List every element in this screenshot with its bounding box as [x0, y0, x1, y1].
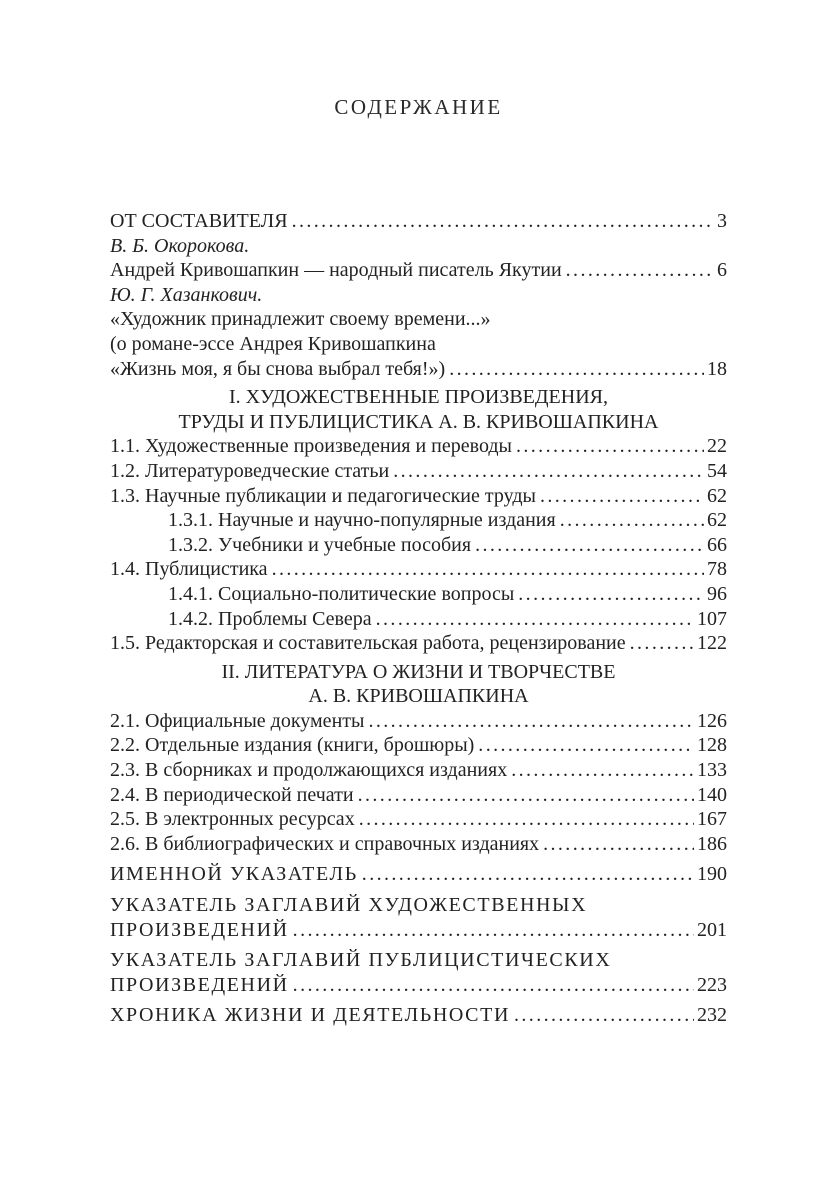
toc-dot-leader	[368, 709, 694, 734]
toc-page-number: 54	[707, 459, 727, 482]
toc-page-number: 128	[697, 734, 727, 757]
toc-entry-text: ПРОИЗВЕДЕНИЙ	[110, 973, 289, 996]
toc-entry-text: ТРУДЫ И ПУБЛИЦИСТИКА А. В. КРИВОШАПКИНА	[178, 410, 659, 433]
toc-row	[110, 807, 727, 832]
toc-entry-text: II. ЛИТЕРАТУРА О ЖИЗНИ И ТВОРЧЕСТВЕ	[221, 660, 616, 683]
toc-row	[110, 660, 727, 685]
toc-row	[110, 410, 727, 435]
toc-entry-text: 2.2. Отдельные издания (книги, брошюры)	[110, 734, 475, 757]
toc-entry-text: Андрей Кривошапкин — народный писатель Якутии	[110, 259, 562, 282]
toc-row	[110, 918, 727, 943]
toc-dot-leader	[293, 973, 694, 998]
toc-dot-leader	[560, 508, 704, 533]
toc-entry-text: ИМЕННОЙ УКАЗАТЕЛЬ	[110, 863, 358, 886]
toc-dot-leader	[514, 1003, 694, 1028]
toc-row	[110, 533, 727, 558]
toc-page-number: 18	[707, 357, 727, 380]
toc-page-number: 122	[697, 632, 727, 655]
toc-entry-text: В. Б. Окорокова.	[110, 234, 250, 257]
toc-row	[110, 948, 727, 973]
toc-page-number: 6	[717, 259, 727, 282]
toc-row	[110, 783, 727, 808]
toc-row	[110, 607, 727, 632]
toc-entry-text: 1.5. Редакторская и составительская работа, рецензирование	[110, 632, 626, 655]
toc-row	[110, 582, 727, 607]
toc-entry-text: УКАЗАТЕЛЬ ЗАГЛАВИЙ ПУБЛИЦИСТИЧЕСКИХ	[110, 949, 612, 972]
toc-row	[110, 307, 727, 332]
toc-dot-leader	[516, 434, 704, 459]
toc-entry-text: I. ХУДОЖЕСТВЕННЫЕ ПРОИЗВЕДЕНИЯ,	[229, 386, 608, 409]
toc-page-number: 107	[697, 607, 727, 630]
toc-row	[110, 508, 727, 533]
toc-row	[110, 234, 727, 259]
toc-page-number: 3	[717, 210, 727, 232]
toc-entry-text: 2.4. В периодической печати	[110, 783, 354, 806]
toc-page-number: 223	[697, 973, 727, 996]
toc-dot-leader	[566, 258, 714, 283]
page-title: СОДЕРЖАНИЕ	[334, 95, 503, 119]
toc-entry-text: 2.5. В электронных ресурсах	[110, 808, 355, 831]
toc-dot-leader	[630, 631, 694, 656]
toc-entry-text: (о романе-эссе Андрея Кривошапкина	[110, 332, 436, 355]
toc-page-number: 167	[697, 808, 727, 831]
toc-dot-leader	[478, 733, 694, 758]
toc-page-number: 190	[697, 863, 727, 886]
toc-dot-leader	[393, 459, 704, 484]
toc-dot-leader	[293, 918, 694, 943]
toc-page-number: 126	[697, 709, 727, 732]
toc-row	[110, 283, 727, 308]
toc-list	[110, 209, 727, 1028]
toc-row	[110, 758, 727, 783]
toc-page-number: 62	[707, 509, 727, 532]
toc-row	[110, 893, 727, 918]
toc-entry-text: «Художник принадлежит своему времени...»	[110, 308, 491, 331]
toc-dot-leader	[518, 582, 704, 607]
toc-dot-leader	[359, 807, 694, 832]
toc-dot-leader	[292, 209, 714, 234]
toc-entry-text: 1.4.1. Социально-политические вопросы	[168, 582, 515, 605]
toc-page-number: 201	[697, 918, 727, 941]
toc-dot-leader	[475, 533, 704, 558]
toc-entry-text: 1.2. Литературоведческие статьи	[110, 459, 390, 482]
toc-page-number: 66	[707, 533, 727, 556]
toc-entry-text: ПРОИЗВЕДЕНИЙ	[110, 918, 289, 941]
toc-page-number: 96	[707, 582, 727, 605]
toc-entry-text: Ю. Г. Хазанкович.	[110, 283, 263, 306]
toc-dot-leader	[376, 607, 694, 632]
toc-dot-leader	[540, 484, 704, 509]
toc-entry-text: 1.1. Художественные произведения и переводы	[110, 435, 512, 458]
toc-entry-text: 1.3.1. Научные и научно-популярные издания	[168, 509, 556, 532]
toc-row	[110, 1003, 727, 1028]
toc-entry-text: «Жизнь моя, я бы снова выбрал тебя!»)	[110, 357, 446, 380]
toc-dot-leader	[511, 758, 694, 783]
toc-dot-leader	[358, 783, 694, 808]
toc-dot-leader	[272, 557, 704, 582]
toc-page-number: 133	[697, 759, 727, 782]
toc-row	[110, 357, 727, 382]
toc-row	[110, 733, 727, 758]
toc-entry-text: 1.4. Публицистика	[110, 558, 268, 581]
toc-row	[110, 332, 727, 357]
toc-dot-leader	[362, 862, 694, 887]
toc-page-number: 78	[707, 558, 727, 581]
toc-entry-text: 2.6. В библиографических и справочных изданиях	[110, 832, 540, 855]
toc-row	[110, 385, 727, 410]
toc-row	[110, 557, 727, 582]
toc-row	[110, 684, 727, 709]
toc-entry-text: 2.3. В сборниках и продолжающихся изданиях	[110, 759, 508, 782]
toc-entry-text: 1.3.2. Учебники и учебные пособия	[168, 533, 472, 556]
toc-entry-text: 1.4.2. Проблемы Севера	[168, 607, 372, 630]
toc-dot-leader	[543, 832, 694, 857]
toc-entry-text: ОТ СОСТАВИТЕЛЯ	[110, 210, 288, 232]
toc-row	[110, 709, 727, 734]
toc-page-number: 140	[697, 783, 727, 806]
toc-page-number: 186	[697, 832, 727, 855]
toc-page-number: 232	[697, 1004, 727, 1027]
toc-entry-text: ХРОНИКА ЖИЗНИ И ДЕЯТЕЛЬНОСТИ	[110, 1004, 510, 1027]
toc-row	[110, 484, 727, 509]
toc-row	[110, 434, 727, 459]
toc-row	[110, 209, 727, 234]
toc-row	[110, 832, 727, 857]
toc-dot-leader	[449, 357, 704, 382]
toc-entry-text: УКАЗАТЕЛЬ ЗАГЛАВИЙ ХУДОЖЕСТВЕННЫХ	[110, 894, 588, 917]
toc-entry-text: 2.1. Официальные документы	[110, 709, 365, 732]
toc-row	[110, 631, 727, 656]
toc-row	[110, 459, 727, 484]
toc-row	[110, 258, 727, 283]
toc-page-number: 62	[707, 484, 727, 507]
toc-row	[110, 862, 727, 887]
toc-row	[110, 973, 727, 998]
toc-entry-text: А. В. КРИВОШАПКИНА	[308, 685, 529, 708]
toc-entry-text: 1.3. Научные публикации и педагогические труды	[110, 484, 536, 507]
toc-page-number: 22	[707, 435, 727, 458]
